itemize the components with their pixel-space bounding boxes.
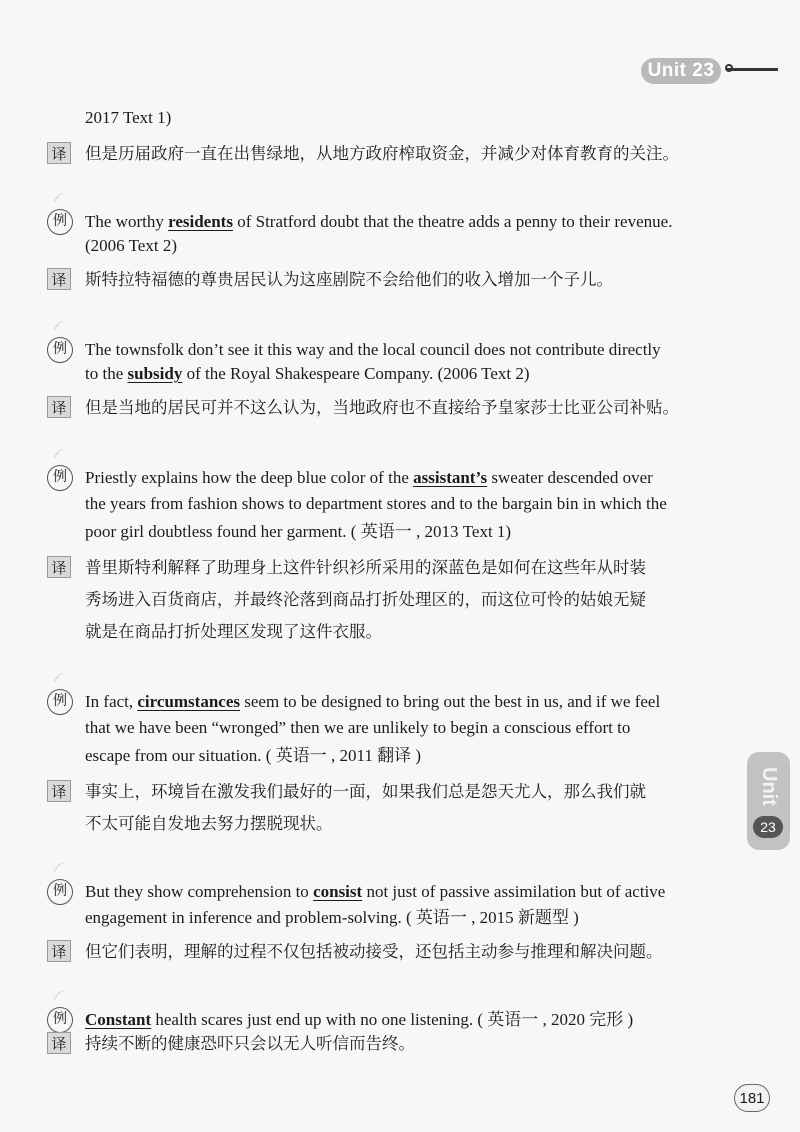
keyword: assistant’s — [413, 468, 488, 487]
translation-line: 但它们表明，理解的过程不仅包括被动接受，还包括主动参与推理和解决问题。 — [85, 942, 663, 961]
keyword: Constant — [85, 1010, 152, 1029]
translation-icon: 译 — [47, 396, 71, 418]
example-icon: 例 — [47, 465, 73, 491]
example-sentence-line: In fact, circumstances seem to be designed to bring out the best in us, and if we feel — [85, 692, 661, 711]
keyword: circumstances — [137, 692, 240, 711]
translation-line: 普里斯特利解释了助理身上这件针织衫所采用的深蓝色是如何在这些年从时装 — [85, 558, 646, 577]
example-icon: 例 — [47, 689, 73, 715]
example-sentence-line: engagement in inference and problem-solving. ( 英语一 , 2015 新题型 ) — [85, 908, 579, 927]
example-sentence-line: Constant health scares just end up with no one listening. ( 英语一 , 2020 完形 ) — [85, 1010, 634, 1029]
translation-line: 事实上，环境旨在激发我们最好的一面，如果我们总是怨天尤人，那么我们就 — [85, 782, 646, 801]
translation-line: 不太可能自发地去努力摆脱现状。 — [85, 814, 333, 833]
unit-header-tab: Unit 23 — [641, 58, 721, 84]
side-unit-number: 23 — [753, 816, 783, 838]
translation-icon: 译 — [47, 940, 71, 962]
example-icon: 例 — [47, 879, 73, 905]
translation-icon: 译 — [47, 142, 71, 164]
example-sentence-line: that we have been “wronged” then we are unlikely to begin a conscious effort to — [85, 718, 631, 737]
example-sentence-line: the years from fashion shows to department stores and to the bargain bin in which the — [85, 494, 667, 513]
example-sentence-line: (2006 Text 2) — [85, 236, 177, 255]
translation-icon: 译 — [47, 556, 71, 578]
translation-icon: 译 — [47, 1032, 71, 1054]
side-unit-tab — [747, 752, 790, 850]
example-sentence-line: poor girl doubtless found her garment. ( 英语一 , 2013 Text 1) — [85, 522, 512, 541]
example-sentence-line: But they show comprehension to consist not just of passive assimilation but of active — [85, 882, 666, 901]
keyword: consist — [313, 882, 363, 901]
header-rule — [726, 68, 778, 71]
translation-line: 就是在商品打折处理区发现了这件衣服。 — [85, 622, 382, 641]
example-sentence-line: to the subsidy of the Royal Shakespeare Company. (2006 Text 2) — [85, 364, 530, 383]
example-sentence-line: Priestly explains how the deep blue color of the assistant’s sweater descended over — [85, 468, 653, 487]
translation-icon: 译 — [47, 268, 71, 290]
translation-line: 但是历届政府一直在出售绿地，从地方政府榨取资金，并减少对体育教育的关注。 — [85, 144, 679, 163]
keyword: residents — [168, 212, 233, 231]
side-unit-label: Unit — [758, 766, 780, 806]
example-sentence-line: The worthy residents of Stratford doubt that the theatre adds a penny to their revenue. — [85, 212, 673, 231]
example-icon: 例 — [47, 1007, 73, 1033]
translation-line: 秀场进入百货商店，并最终沦落到商品打折处理区的，而这位可怜的姑娘无疑 — [85, 590, 646, 609]
example-sentence-line: The townsfolk don’t see it this way and the local council does not contribute directly — [85, 340, 661, 359]
example-sentence-line: escape from our situation. ( 英语一 , 2011 翻译 ) — [85, 746, 421, 765]
page-number: 181 — [734, 1084, 770, 1112]
translation-line: 斯特拉特福德的尊贵居民认为这座剧院不会给他们的收入增加一个子儿。 — [85, 270, 613, 289]
translation-line: 但是当地的居民可并不这么认为，当地政府也不直接给予皇家莎士比亚公司补贴。 — [85, 398, 679, 417]
translation-icon: 译 — [47, 780, 71, 802]
example-icon: 例 — [47, 209, 73, 235]
translation-line: 持续不断的健康恐吓只会以无人听信而告终。 — [85, 1034, 415, 1053]
example-sentence-line: 2017 Text 1) — [85, 108, 172, 127]
example-icon: 例 — [47, 337, 73, 363]
keyword: subsidy — [127, 364, 183, 383]
